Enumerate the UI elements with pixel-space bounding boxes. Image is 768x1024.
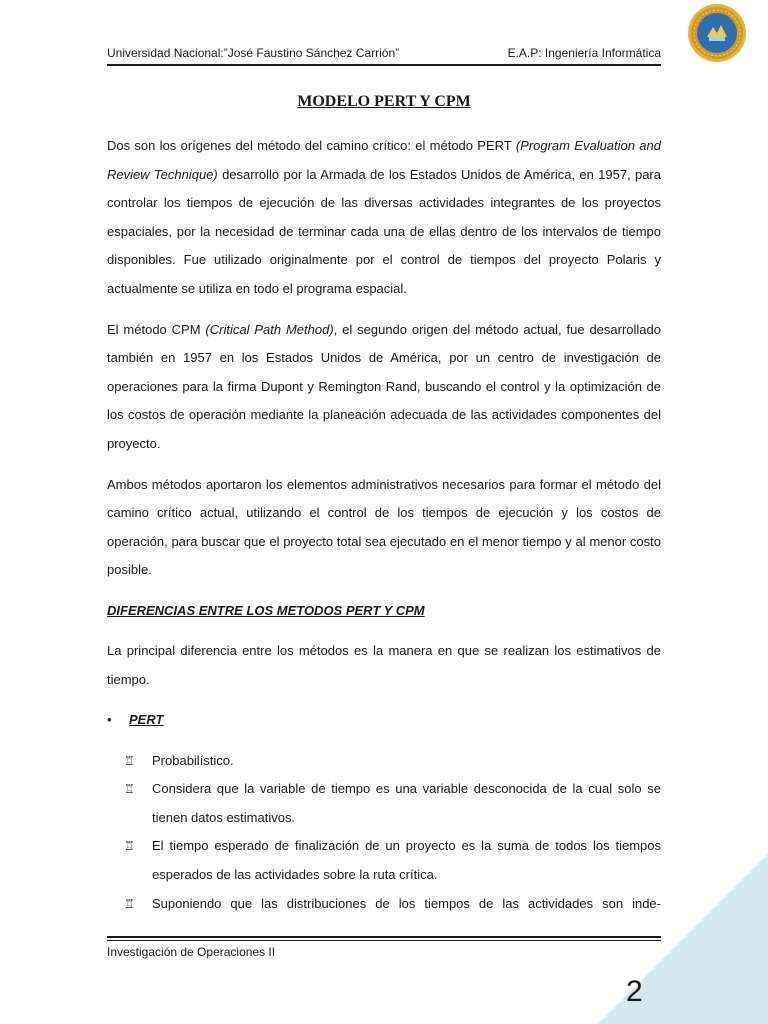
page-title: MODELO PERT Y CPM bbox=[297, 93, 471, 110]
bullet-label: PERT bbox=[129, 712, 164, 728]
list-item: ♖ Suponiendo que las distribuciones de los tiempos de las actividades son inde- bbox=[107, 890, 661, 919]
header-university: Universidad Nacional:”José Faustino Sánchez Carrión” bbox=[107, 46, 400, 60]
footer-course: Investigación de Operaciones II bbox=[107, 945, 276, 959]
bullet-icon: • bbox=[107, 712, 112, 728]
bullet-pert bbox=[107, 706, 661, 735]
castle-bullet-icon: ♖ bbox=[124, 782, 135, 797]
university-seal-icon bbox=[687, 3, 747, 63]
header-divider bbox=[107, 64, 661, 66]
footer-divider bbox=[107, 936, 661, 941]
document-body bbox=[107, 132, 661, 918]
paragraph-pert-origin: Dos son los orígenes del método del camino crítico: el método PERT (Program Evaluation and Review Technique) desarrollo por la Armada de los Estados Unidos de América, en 1957, para controlar los tiempos de ejecución de las diversas actividades integrantes de los proyectos espaciales, por la necesidad de terminar cada una de ellas dentro de los intervalos de tiempo disponibles. Fue utilizado originalmente por el control de tiempos del proyecto Polaris y actualmente se utiliza en todo el programa espacial. bbox=[107, 138, 661, 296]
header-school: E.A.P: Ingeniería Informática bbox=[507, 46, 661, 60]
castle-bullet-icon: ♖ bbox=[124, 896, 135, 911]
paragraph-cpm-origin: El método CPM (Critical Path Method), el segundo origen del método actual, fue desarrollado también en 1957 en los Estados Unidos de América, por un centro de investigación de operaciones para la firma Dupont y Remington Rand, buscando el control y la optimización de los costos de operación mediante la planeación adecuada de las actividades componentes del proyecto. bbox=[107, 321, 661, 451]
page-header bbox=[107, 45, 661, 61]
pert-characteristics-list bbox=[107, 747, 661, 919]
castle-bullet-icon: ♖ bbox=[124, 839, 135, 854]
page-number: 2 bbox=[626, 975, 643, 1008]
list-item: ♖ Probabilístico. bbox=[107, 747, 661, 776]
list-item: ♖ El tiempo esperado de finalización de un proyecto es la suma de todos los tiempos esperados de las actividades sobre la ruta crítica. bbox=[107, 832, 661, 889]
castle-bullet-icon: ♖ bbox=[124, 753, 135, 768]
paragraph-main-difference: La principal diferencia entre los métodos es la manera en que se realizan los estimativos de tiempo. bbox=[107, 642, 661, 687]
paragraph-both-methods: Ambos métodos aportaron los elementos administrativos necesarios para formar el método del camino crítico actual, utilizando el control de los tiempos de ejecución y los costos de operación, para buscar que el proyecto total sea ejecutado en el menor tiempo y al menor costo posible. bbox=[107, 476, 661, 578]
list-item: ♖ Considera que la variable de tiempo es una variable desconocida de la cual solo se tienen datos estimativos. bbox=[107, 775, 661, 832]
section-heading: DIFERENCIAS ENTRE LOS METODOS PERT Y CPM bbox=[107, 602, 425, 618]
